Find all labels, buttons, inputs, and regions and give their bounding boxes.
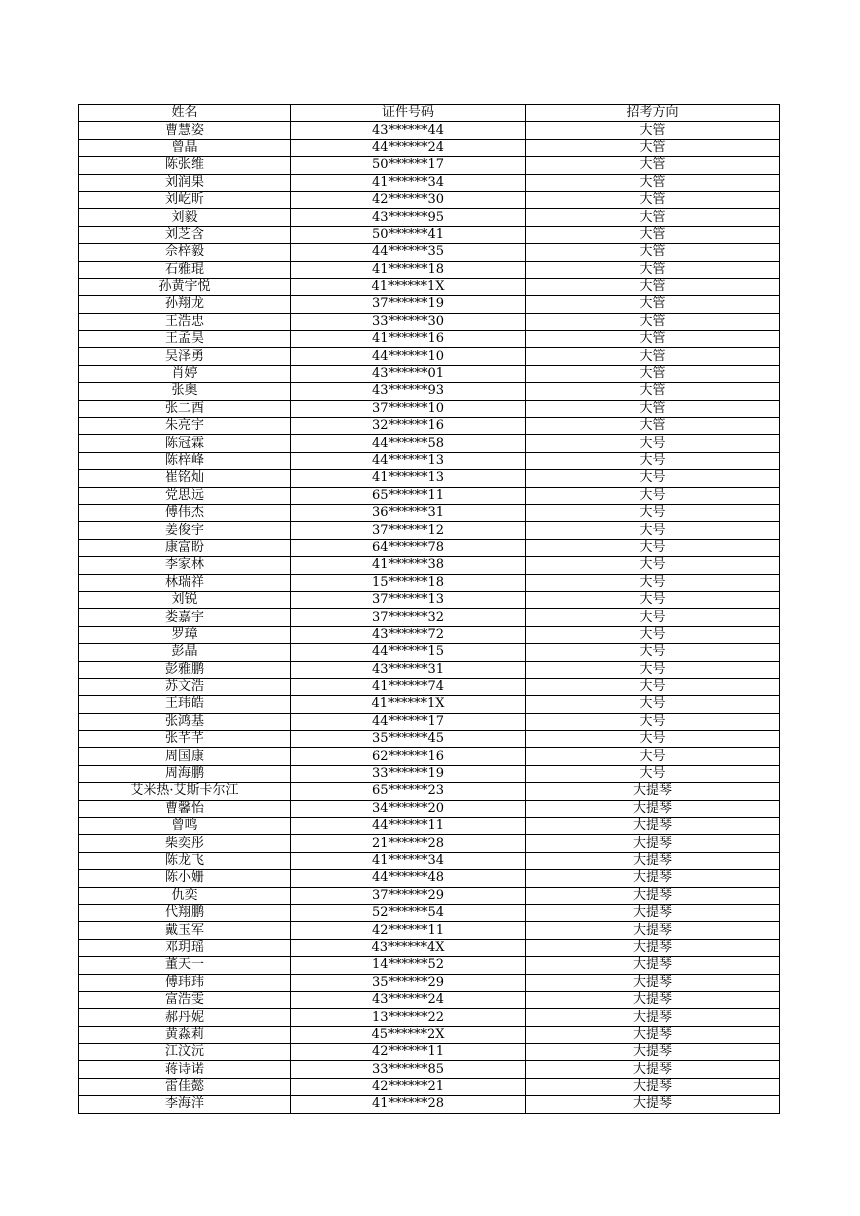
cell-id-number: 44******58: [291, 435, 526, 452]
cell-name: 柴奕彤: [79, 835, 291, 852]
table-row: [79, 418, 780, 435]
table-row: [79, 174, 780, 191]
cell-exam-direction: 大提琴: [526, 870, 780, 887]
table-row: [79, 591, 780, 608]
table-row: [79, 922, 780, 939]
table-row: [79, 157, 780, 174]
cell-exam-direction: 大提琴: [526, 1009, 780, 1026]
cell-name: 邓玥瑶: [79, 939, 291, 956]
cell-name: 郝丹妮: [79, 1009, 291, 1026]
cell-name: 仇奕: [79, 887, 291, 904]
cell-id-number: 41******18: [291, 261, 526, 278]
cell-name: 张芊芊: [79, 731, 291, 748]
cell-name: 张鸿基: [79, 713, 291, 730]
cell-exam-direction: 大管: [526, 418, 780, 435]
cell-exam-direction: 大号: [526, 574, 780, 591]
cell-name: 陈小姗: [79, 870, 291, 887]
table-row: [79, 504, 780, 521]
table-row: [79, 1009, 780, 1026]
cell-exam-direction: 大号: [526, 470, 780, 487]
cell-name: 雷佳懿: [79, 1078, 291, 1095]
cell-id-number: 41******1X: [291, 696, 526, 713]
cell-exam-direction: 大提琴: [526, 904, 780, 921]
cell-id-number: 37******10: [291, 400, 526, 417]
cell-name: 刘毅: [79, 209, 291, 226]
cell-exam-direction: 大号: [526, 765, 780, 782]
cell-name: 王玮皓: [79, 696, 291, 713]
cell-exam-direction: 大管: [526, 278, 780, 295]
table-row: [79, 1026, 780, 1043]
cell-id-number: 52******54: [291, 904, 526, 921]
cell-exam-direction: 大号: [526, 504, 780, 521]
cell-exam-direction: 大号: [526, 696, 780, 713]
cell-exam-direction: 大管: [526, 174, 780, 191]
cell-exam-direction: 大提琴: [526, 852, 780, 869]
cell-name: 彭晶: [79, 644, 291, 661]
cell-exam-direction: 大号: [526, 713, 780, 730]
cell-name: 张二酉: [79, 400, 291, 417]
cell-id-number: 13******22: [291, 1009, 526, 1026]
table-row: [79, 887, 780, 904]
cell-name: 康富盼: [79, 539, 291, 556]
cell-exam-direction: 大管: [526, 139, 780, 156]
table-row: [79, 331, 780, 348]
table-row: [79, 731, 780, 748]
cell-exam-direction: 大号: [526, 644, 780, 661]
cell-name: 党思远: [79, 487, 291, 504]
cell-exam-direction: 大管: [526, 226, 780, 243]
cell-id-number: 42******30: [291, 191, 526, 208]
cell-name: 江汶沅: [79, 1044, 291, 1061]
cell-id-number: 35******45: [291, 731, 526, 748]
cell-name: 娄嘉宇: [79, 609, 291, 626]
table-row: [79, 452, 780, 469]
cell-exam-direction: 大号: [526, 731, 780, 748]
cell-id-number: 42******21: [291, 1078, 526, 1095]
cell-name: 陈张维: [79, 157, 291, 174]
cell-name: 周国康: [79, 748, 291, 765]
cell-id-number: 33******85: [291, 1061, 526, 1078]
cell-id-number: 34******20: [291, 800, 526, 817]
table-row: [79, 957, 780, 974]
cell-id-number: 41******34: [291, 174, 526, 191]
cell-exam-direction: 大号: [526, 435, 780, 452]
table-row: [79, 557, 780, 574]
cell-id-number: 41******28: [291, 1096, 526, 1113]
table-row: [79, 696, 780, 713]
cell-exam-direction: 大提琴: [526, 922, 780, 939]
cell-exam-direction: 大管: [526, 331, 780, 348]
cell-exam-direction: 大管: [526, 157, 780, 174]
cell-exam-direction: 大号: [526, 487, 780, 504]
cell-id-number: 43******95: [291, 209, 526, 226]
table-row: [79, 278, 780, 295]
table-row: [79, 470, 780, 487]
table-row: [79, 626, 780, 643]
table-row: [79, 261, 780, 278]
cell-id-number: 37******19: [291, 296, 526, 313]
cell-exam-direction: 大管: [526, 209, 780, 226]
cell-id-number: 43******72: [291, 626, 526, 643]
cell-exam-direction: 大提琴: [526, 818, 780, 835]
cell-exam-direction: 大提琴: [526, 783, 780, 800]
cell-id-number: 37******29: [291, 887, 526, 904]
cell-id-number: 32******16: [291, 418, 526, 435]
cell-id-number: 44******35: [291, 244, 526, 261]
cell-id-number: 41******38: [291, 557, 526, 574]
cell-name: 王浩忠: [79, 313, 291, 330]
cell-id-number: 62******16: [291, 748, 526, 765]
table-row: [79, 661, 780, 678]
table-row: [79, 974, 780, 991]
cell-id-number: 64******78: [291, 539, 526, 556]
cell-exam-direction: 大提琴: [526, 1096, 780, 1113]
cell-name: 苏文浩: [79, 678, 291, 695]
cell-name: 佘梓毅: [79, 244, 291, 261]
cell-id-number: 43******44: [291, 122, 526, 139]
cell-exam-direction: 大提琴: [526, 939, 780, 956]
cell-id-number: 42******11: [291, 922, 526, 939]
cell-name: 傅伟杰: [79, 504, 291, 521]
cell-exam-direction: 大提琴: [526, 887, 780, 904]
cell-name: 李海洋: [79, 1096, 291, 1113]
cell-exam-direction: 大管: [526, 400, 780, 417]
table-row: [79, 835, 780, 852]
cell-id-number: 44******13: [291, 452, 526, 469]
header-name: 姓名: [79, 105, 291, 122]
cell-name: 黄淼莉: [79, 1026, 291, 1043]
cell-id-number: 15******18: [291, 574, 526, 591]
table-row: [79, 139, 780, 156]
cell-name: 刘芝含: [79, 226, 291, 243]
table-row: [79, 435, 780, 452]
table-row: [79, 765, 780, 782]
cell-id-number: 37******32: [291, 609, 526, 626]
cell-name: 林瑞祥: [79, 574, 291, 591]
table-row: [79, 539, 780, 556]
table-row: [79, 1044, 780, 1061]
cell-exam-direction: 大管: [526, 313, 780, 330]
cell-exam-direction: 大管: [526, 365, 780, 382]
cell-exam-direction: 大提琴: [526, 1078, 780, 1095]
table-row: [79, 939, 780, 956]
candidate-table: [78, 104, 780, 1114]
table-row: [79, 678, 780, 695]
cell-id-number: 41******34: [291, 852, 526, 869]
cell-id-number: 65******11: [291, 487, 526, 504]
table-row: [79, 574, 780, 591]
table-row: [79, 522, 780, 539]
table-row: [79, 852, 780, 869]
cell-id-number: 44******24: [291, 139, 526, 156]
cell-name: 崔铭灿: [79, 470, 291, 487]
cell-id-number: 37******13: [291, 591, 526, 608]
table-row: [79, 713, 780, 730]
table-row: [79, 800, 780, 817]
cell-id-number: 44******17: [291, 713, 526, 730]
cell-exam-direction: 大号: [526, 539, 780, 556]
table-row: [79, 748, 780, 765]
cell-exam-direction: 大号: [526, 626, 780, 643]
cell-exam-direction: 大号: [526, 748, 780, 765]
cell-id-number: 44******15: [291, 644, 526, 661]
cell-id-number: 21******28: [291, 835, 526, 852]
cell-name: 蒋诗诺: [79, 1061, 291, 1078]
cell-name: 肖婷: [79, 365, 291, 382]
table-row: [79, 296, 780, 313]
cell-id-number: 35******29: [291, 974, 526, 991]
cell-name: 曹馨怡: [79, 800, 291, 817]
cell-id-number: 50******17: [291, 157, 526, 174]
cell-name: 吴泽勇: [79, 348, 291, 365]
table-row: [79, 1061, 780, 1078]
cell-name: 刘屹昕: [79, 191, 291, 208]
cell-exam-direction: 大提琴: [526, 1061, 780, 1078]
cell-name: 彭雅鹏: [79, 661, 291, 678]
cell-exam-direction: 大号: [526, 591, 780, 608]
cell-exam-direction: 大管: [526, 191, 780, 208]
header-row: [79, 105, 780, 122]
cell-id-number: 43******31: [291, 661, 526, 678]
table-row: [79, 191, 780, 208]
cell-exam-direction: 大号: [526, 661, 780, 678]
header-id-number: 证件号码: [291, 105, 526, 122]
cell-name: 孙翔龙: [79, 296, 291, 313]
cell-id-number: 41******74: [291, 678, 526, 695]
cell-id-number: 42******11: [291, 1044, 526, 1061]
cell-id-number: 43******01: [291, 365, 526, 382]
cell-id-number: 43******93: [291, 383, 526, 400]
table-row: [79, 209, 780, 226]
cell-id-number: 44******11: [291, 818, 526, 835]
cell-exam-direction: 大提琴: [526, 957, 780, 974]
table-row: [79, 818, 780, 835]
cell-id-number: 37******12: [291, 522, 526, 539]
cell-name: 周海鹏: [79, 765, 291, 782]
cell-id-number: 41******16: [291, 331, 526, 348]
table-row: [79, 783, 780, 800]
cell-id-number: 43******24: [291, 991, 526, 1008]
cell-exam-direction: 大号: [526, 522, 780, 539]
table-body: [79, 122, 780, 1113]
cell-name: 陈梓峰: [79, 452, 291, 469]
cell-id-number: 44******48: [291, 870, 526, 887]
cell-name: 富浩雯: [79, 991, 291, 1008]
table-row: [79, 400, 780, 417]
cell-name: 曾晶: [79, 139, 291, 156]
cell-exam-direction: 大号: [526, 452, 780, 469]
cell-exam-direction: 大号: [526, 678, 780, 695]
cell-id-number: 44******10: [291, 348, 526, 365]
cell-exam-direction: 大提琴: [526, 800, 780, 817]
cell-name: 傅玮玮: [79, 974, 291, 991]
cell-exam-direction: 大管: [526, 383, 780, 400]
cell-name: 孙黄宇悦: [79, 278, 291, 295]
cell-exam-direction: 大提琴: [526, 991, 780, 1008]
cell-exam-direction: 大提琴: [526, 835, 780, 852]
cell-name: 朱亮宇: [79, 418, 291, 435]
table-row: [79, 226, 780, 243]
cell-id-number: 50******41: [291, 226, 526, 243]
table-row: [79, 313, 780, 330]
cell-exam-direction: 大提琴: [526, 974, 780, 991]
cell-exam-direction: 大管: [526, 122, 780, 139]
table-row: [79, 870, 780, 887]
table-row: [79, 348, 780, 365]
cell-id-number: 36******31: [291, 504, 526, 521]
table-row: [79, 365, 780, 382]
cell-id-number: 41******13: [291, 470, 526, 487]
cell-exam-direction: 大号: [526, 557, 780, 574]
cell-id-number: 45******2X: [291, 1026, 526, 1043]
cell-name: 李家林: [79, 557, 291, 574]
cell-name: 张奥: [79, 383, 291, 400]
cell-exam-direction: 大管: [526, 244, 780, 261]
table-row: [79, 122, 780, 139]
cell-name: 刘润果: [79, 174, 291, 191]
cell-exam-direction: 大号: [526, 609, 780, 626]
table-row: [79, 244, 780, 261]
cell-exam-direction: 大管: [526, 261, 780, 278]
cell-name: 艾米热·艾斯卡尔江: [79, 783, 291, 800]
cell-name: 曾鸣: [79, 818, 291, 835]
cell-name: 曹慧姿: [79, 122, 291, 139]
table-row: [79, 991, 780, 1008]
table-row: [79, 487, 780, 504]
cell-exam-direction: 大管: [526, 348, 780, 365]
cell-name: 罗璋: [79, 626, 291, 643]
header-exam-direction: 招考方向: [526, 105, 780, 122]
table-row: [79, 644, 780, 661]
cell-name: 戴玉军: [79, 922, 291, 939]
table-row: [79, 904, 780, 921]
cell-id-number: 43******4X: [291, 939, 526, 956]
cell-id-number: 14******52: [291, 957, 526, 974]
cell-exam-direction: 大管: [526, 296, 780, 313]
cell-exam-direction: 大提琴: [526, 1044, 780, 1061]
table-row: [79, 383, 780, 400]
table-row: [79, 1096, 780, 1113]
cell-name: 代翔鹏: [79, 904, 291, 921]
cell-name: 陈龙飞: [79, 852, 291, 869]
cell-id-number: 65******23: [291, 783, 526, 800]
cell-id-number: 41******1X: [291, 278, 526, 295]
cell-exam-direction: 大提琴: [526, 1026, 780, 1043]
cell-name: 姜俊宇: [79, 522, 291, 539]
cell-name: 王孟昊: [79, 331, 291, 348]
table-row: [79, 609, 780, 626]
cell-name: 刘锐: [79, 591, 291, 608]
table-row: [79, 1078, 780, 1095]
cell-name: 陈冠霖: [79, 435, 291, 452]
cell-name: 董天一: [79, 957, 291, 974]
cell-id-number: 33******30: [291, 313, 526, 330]
cell-id-number: 33******19: [291, 765, 526, 782]
cell-name: 石雅琨: [79, 261, 291, 278]
